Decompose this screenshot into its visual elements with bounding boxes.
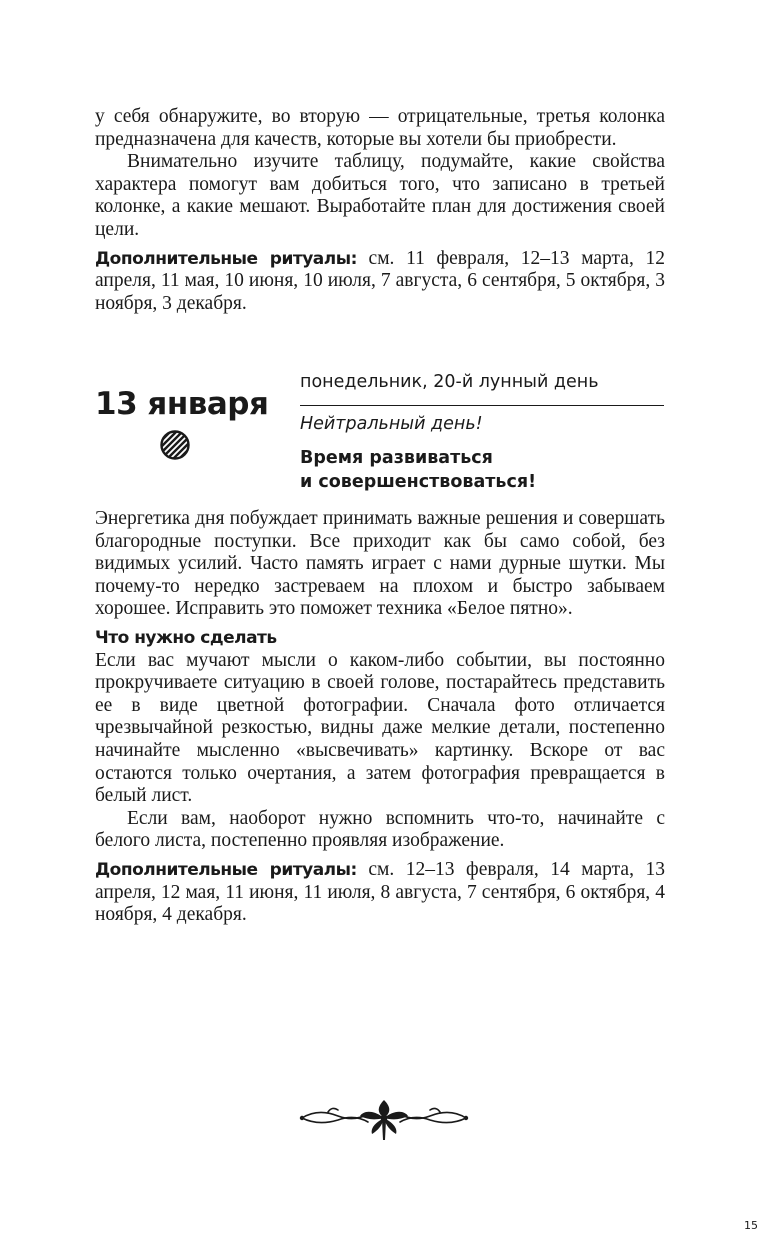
continuation-paragraph-2: Внимательно изучите таблицу, подумайте, какие свойства характера помогут вам добиться того, что записано в третьей колонке, а какие мешают. Выработайте план для достижения своей цели. <box>95 151 665 240</box>
header-divider <box>300 405 664 406</box>
section-heading: Что нужно сделать <box>95 627 277 648</box>
continuation-paragraph: у себя обнаружите, во вторую — отрицательные, третья колонка предназначена для качеств, которые вы хотели бы приобрести. <box>95 106 665 150</box>
entry-date-title: 13 января <box>95 386 269 422</box>
previous-entry-continuation <box>95 106 665 315</box>
entry-body <box>95 508 665 927</box>
page-number: 15 <box>744 1219 758 1232</box>
todo-paragraph-1: Если вас мучают мысли о каком-либо событии, вы постоянно прокручиваете ситуацию в своей голове, постарайтесь представить ее в виде цветной фотографии. Сначала фото отличается чрезвычайной резкостью, видны даже мелкие детали, постепенно начинайте мысленно «высвечивать» картинку. Вскоре от вас остаются только очертания, а затем фотография превращается в белый лист. <box>95 649 665 807</box>
hatched-moon-icon <box>159 429 191 466</box>
weekday-lunar-day: понедельник, 20-й лунный день <box>300 372 599 392</box>
rituals-dates: см. 12–13 февраля, 14 марта, 13 апреля, 12 мая, 11 июня, 11 июля, 8 августа, 7 сентября, 6 октября, 4 ноября, 4 декабря. <box>95 858 665 926</box>
day-motto: Время развиваться и совершенствоваться! <box>300 448 537 492</box>
rituals-label: Дополнительные ритуалы: <box>95 859 357 880</box>
additional-rituals <box>95 859 665 927</box>
day-type: Нейтральный день! <box>300 414 483 434</box>
floral-ornament-icon <box>298 1098 470 1147</box>
rituals-dates: см. 11 февраля, 12–13 марта, 12 апреля, 11 мая, 10 июня, 10 июля, 7 августа, 6 сентября, 5 октября, 3 ноября, 3 декабря. <box>95 247 665 314</box>
rituals-label: Дополнительные ритуалы: <box>95 248 357 269</box>
additional-rituals-previous <box>95 248 665 316</box>
todo-paragraph-2: Если вам, наоборот нужно вспомнить что-то, начинайте с белого листа, постепенно проявляя изображение. <box>95 807 665 852</box>
intro-paragraph: Энергетика дня побуждает принимать важные решения и совершать благородные поступки. Все приходит как бы само собой, без видимых усилий. Часто память играет с нами дурные шутки. Мы почему-то нередко застреваем на плохом и быстро забываем хорошее. Исправить это поможет техника «Белое пятно». <box>95 508 665 620</box>
